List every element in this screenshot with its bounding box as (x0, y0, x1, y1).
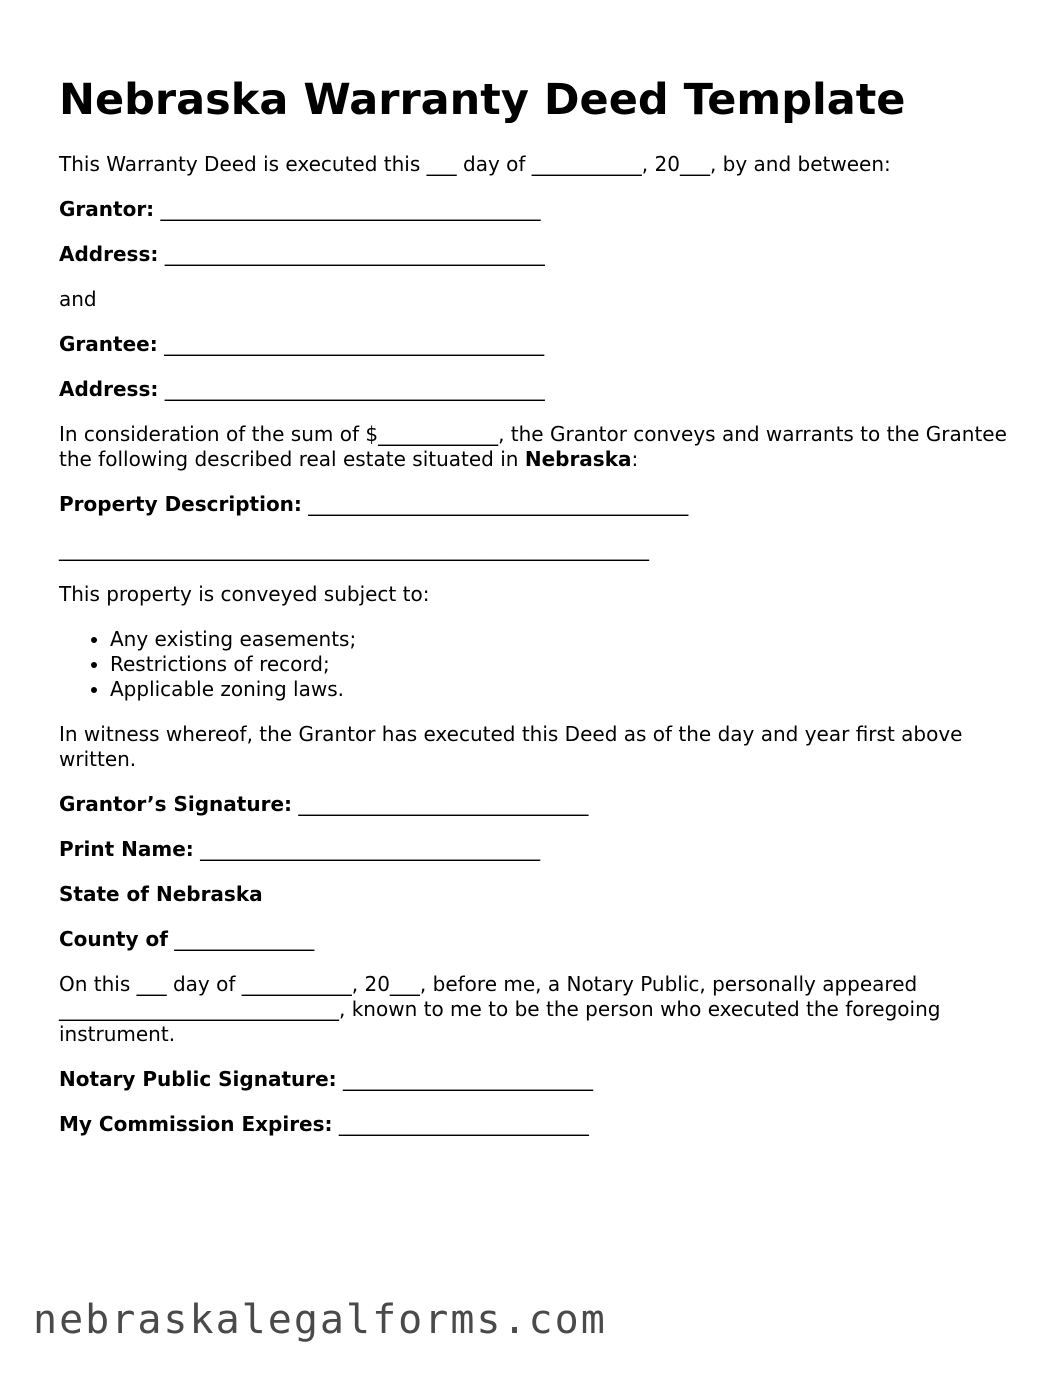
grantee-address-field (59, 377, 1009, 402)
commission-expires-blank: _________________________ (338, 1112, 589, 1136)
list-item: • Any existing easements; (110, 627, 1009, 652)
grantee-address-blank: ______________________________________ (164, 377, 545, 401)
site-watermark: nebraskalegalforms.com (33, 1297, 607, 1343)
print-name-field (59, 837, 1009, 862)
grantee-label: Grantee: (59, 332, 158, 356)
print-name-blank: __________________________________ (200, 837, 541, 861)
list-item: • Restrictions of record; (110, 652, 1009, 677)
grantor-signature-field (59, 792, 1009, 817)
property-description-label: Property Description: (59, 492, 302, 516)
grantor-label: Grantor: (59, 197, 155, 221)
grantee-address-label: Address: (59, 377, 159, 401)
consideration-paragraph (59, 422, 1009, 472)
grantor-address-label: Address: (59, 242, 159, 266)
county-label: County of (59, 927, 168, 951)
state-heading: State of Nebraska (59, 882, 263, 906)
notary-paragraph: On this ___ day of ___________, 20___, before me, a Notary Public, personally appeared ____________________________, known to me to be the person who executed the foregoing instrument. (59, 972, 941, 1046)
witness-paragraph: In witness whereof, the Grantor has executed this Deed as of the day and year first above written. (59, 722, 963, 771)
commission-expires-label: My Commission Expires: (59, 1112, 333, 1136)
notary-signature-field (59, 1067, 1009, 1092)
consideration-text: In consideration of the sum of $____________, the Grantor conveys and warrants to the Grantee the following described real estate situated in (59, 422, 1007, 471)
grantor-address-field (59, 242, 1009, 267)
commission-expires-field (59, 1112, 1009, 1137)
property-description-blank: ______________________________________ (308, 492, 689, 516)
print-name-label: Print Name: (59, 837, 194, 861)
consideration-state: Nebraska (524, 447, 632, 471)
grantee-blank: ______________________________________ (164, 332, 545, 356)
grantor-blank: ______________________________________ (160, 197, 541, 221)
document-title: Nebraska Warranty Deed Template (59, 75, 906, 125)
grantor-address-blank: ______________________________________ (164, 242, 545, 266)
grantor-signature-blank: _____________________________ (298, 792, 589, 816)
subject-intro: This property is conveyed subject to: (59, 582, 430, 606)
grantor-field (59, 197, 1009, 222)
notary-signature-label: Notary Public Signature: (59, 1067, 337, 1091)
list-item: • Applicable zoning laws. (110, 677, 1009, 702)
subject-list (59, 627, 1009, 702)
grantee-field (59, 332, 1009, 357)
intro-paragraph: This Warranty Deed is executed this ___ day of ___________, 20___, by and between: (59, 152, 891, 176)
notary-signature-blank: _________________________ (343, 1067, 594, 1091)
property-description-blank-2: ___________________________________________________________ (59, 537, 649, 561)
and-text: and (59, 287, 97, 311)
property-description-field (59, 492, 1009, 517)
grantor-signature-label: Grantor’s Signature: (59, 792, 293, 816)
consideration-colon: : (631, 447, 639, 471)
county-blank: ______________ (174, 927, 315, 951)
county-field (59, 927, 1009, 952)
document-body (59, 72, 1009, 1157)
